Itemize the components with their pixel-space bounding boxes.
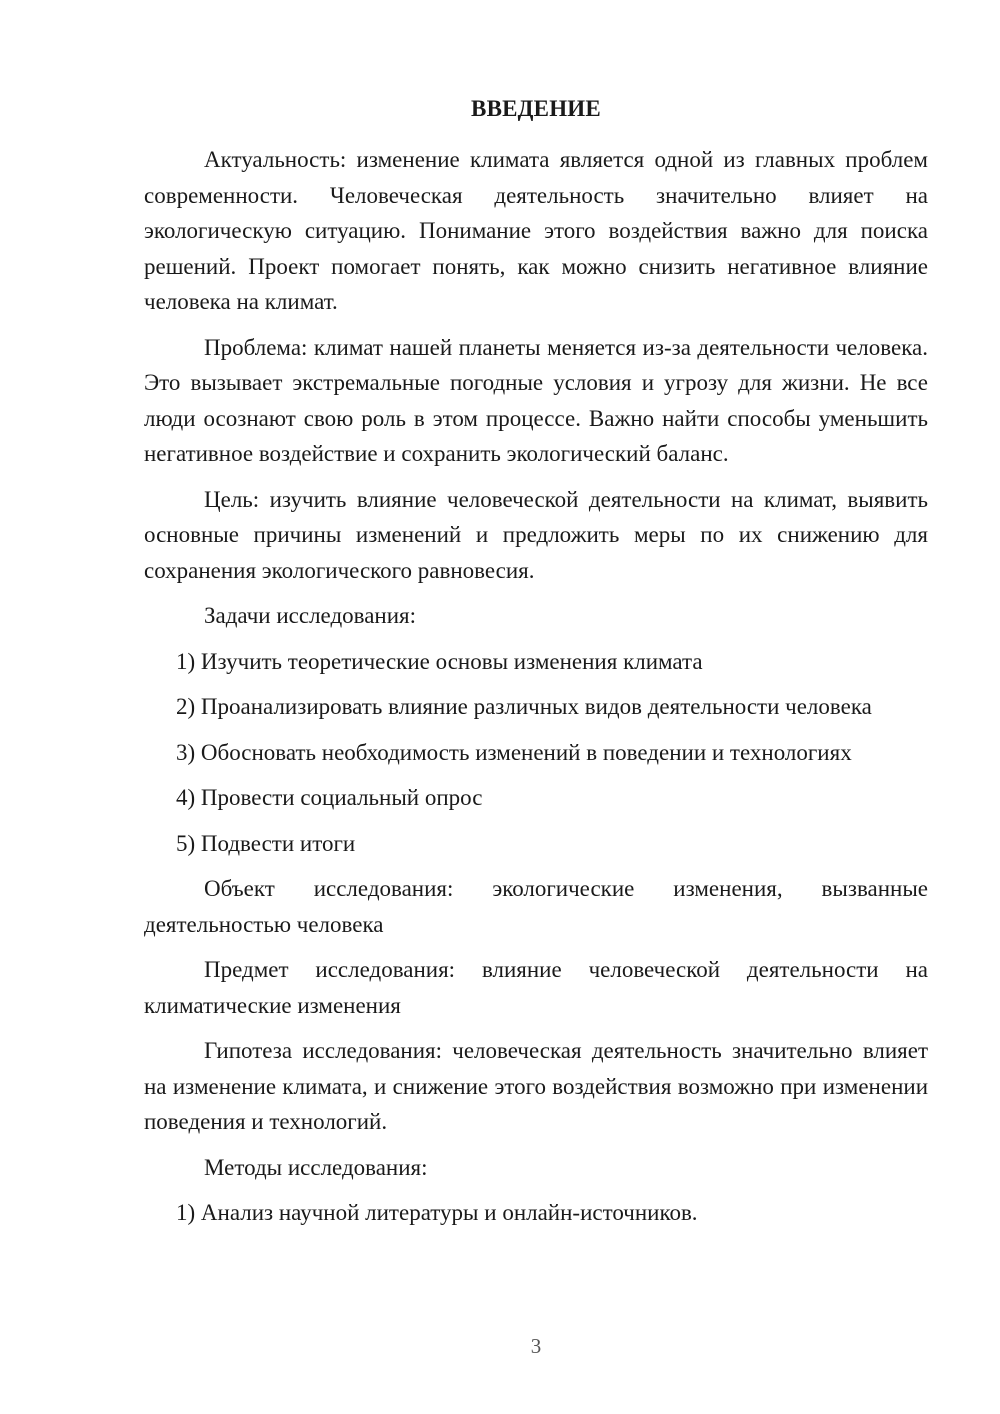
task-item-1: 1) Изучить теоретические основы изменения климата (176, 648, 703, 674)
page-number: 3 (530, 1334, 542, 1358)
paragraph-relevance: Актуальность: изменение климата является одной из главных проблем современности. Человеческая деятельность значительно влияет на экологическую ситуацию. Понимание этого воздействия важно для поиска решений. Проект помогает понять, как можно снизить негативное влияние человека на климат. (144, 147, 928, 314)
task-item-2: 2) Проанализировать влияние различных видов деятельности человека (176, 694, 872, 719)
paragraph-hypothesis: Гипотеза исследования: человеческая деятельность значительно влияет на изменение климата, и снижение этого воздействия возможно при изменении поведения и технологий. (144, 1038, 928, 1134)
task-item-3: 3) Обосновать необходимость изменений в поведении и технологиях (176, 739, 852, 765)
paragraph-goal: Цель: изучить влияние человеческой деятельности на климат, выявить основные причины изменений и предложить меры по их снижению для сохранения экологического равновесия. (144, 486, 928, 583)
methods-heading: Методы исследования: (204, 1154, 428, 1180)
paragraph-problem: Проблема: климат нашей планеты меняется из-за деятельности человека. Это вызывает экстремальные погодные условия и угрозу для жизни. Не все люди осознают свою роль в этом процессе. Важно найти способы уменьшить негативное воздействие и сохранить экологический баланс. (144, 334, 928, 466)
method-item-1: 1) Анализ научной литературы и онлайн-источников. (176, 1200, 698, 1225)
document-body (144, 142, 928, 1241)
paragraph-object: Объект исследования: экологические изменения, вызванные деятельностью человека (144, 876, 928, 937)
task-item-5: 5) Подвести итоги (176, 830, 356, 856)
paragraph-subject: Предмет исследования: влияние человеческой деятельности на климатические изменения (144, 957, 928, 1018)
tasks-heading: Задачи исследования: (204, 603, 417, 628)
page-title: ВВЕДЕНИЕ (471, 96, 601, 121)
task-item-4: 4) Провести социальный опрос (176, 785, 483, 810)
